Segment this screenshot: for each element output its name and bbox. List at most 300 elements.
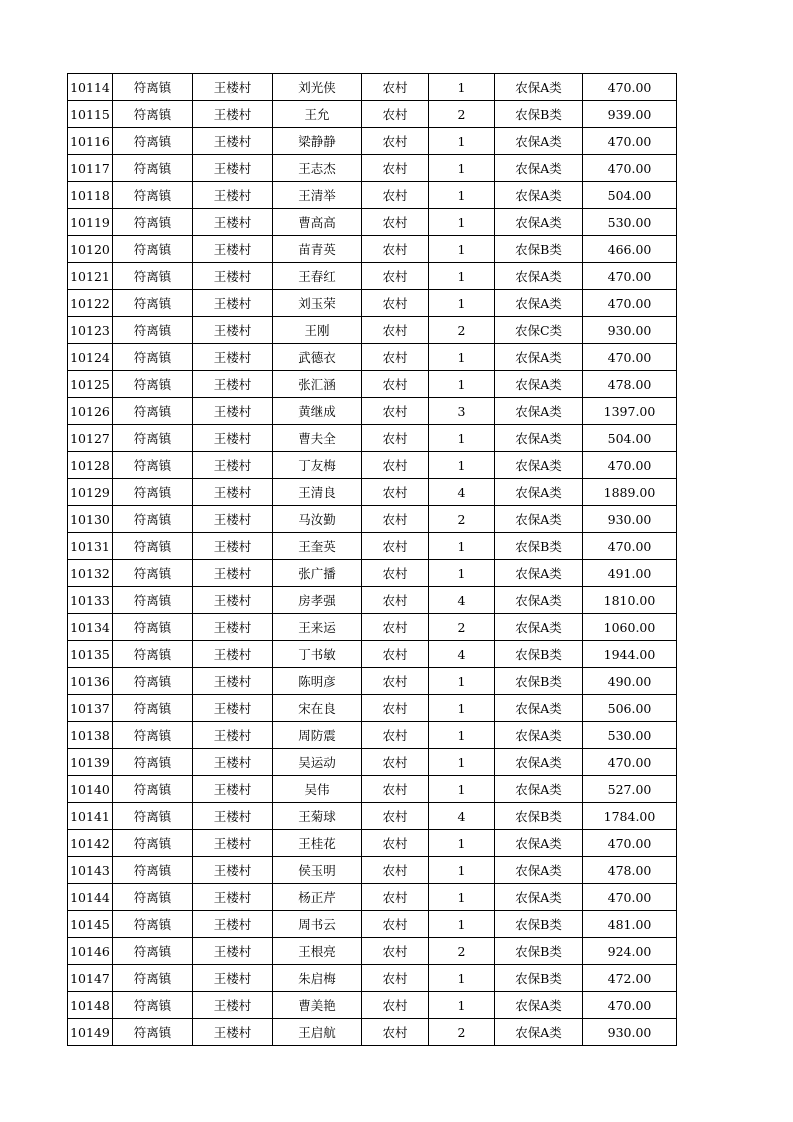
town-cell: 符离镇	[113, 371, 193, 398]
category-cell: 农保B类	[495, 101, 583, 128]
table-row	[68, 938, 677, 965]
name-cell: 王启航	[273, 1019, 362, 1046]
household-type-cell: 农村	[362, 236, 429, 263]
village-cell: 王楼村	[193, 641, 273, 668]
record-id-cell: 10114	[68, 74, 113, 101]
table-row	[68, 560, 677, 587]
name-cell: 马汝勤	[273, 506, 362, 533]
name-cell: 宋在良	[273, 695, 362, 722]
household-type-cell: 农村	[362, 560, 429, 587]
amount-cell: 1810.00	[583, 587, 677, 614]
name-cell: 杨正芹	[273, 884, 362, 911]
member-count-cell: 4	[429, 641, 495, 668]
record-id-cell: 10122	[68, 290, 113, 317]
town-cell: 符离镇	[113, 155, 193, 182]
village-cell: 王楼村	[193, 587, 273, 614]
name-cell: 张广播	[273, 560, 362, 587]
record-id-cell: 10137	[68, 695, 113, 722]
member-count-cell: 2	[429, 317, 495, 344]
village-cell: 王楼村	[193, 371, 273, 398]
record-id-cell: 10133	[68, 587, 113, 614]
record-id-cell: 10115	[68, 101, 113, 128]
name-cell: 朱启梅	[273, 965, 362, 992]
name-cell: 张汇涵	[273, 371, 362, 398]
table-row	[68, 668, 677, 695]
amount-cell: 1060.00	[583, 614, 677, 641]
table-row	[68, 74, 677, 101]
table-row	[68, 587, 677, 614]
table-row	[68, 749, 677, 776]
record-id-cell: 10125	[68, 371, 113, 398]
member-count-cell: 1	[429, 290, 495, 317]
village-cell: 王楼村	[193, 803, 273, 830]
table-row	[68, 101, 677, 128]
household-type-cell: 农村	[362, 587, 429, 614]
amount-cell: 1944.00	[583, 641, 677, 668]
record-id-cell: 10146	[68, 938, 113, 965]
category-cell: 农保A类	[495, 209, 583, 236]
village-cell: 王楼村	[193, 398, 273, 425]
table-row	[68, 965, 677, 992]
town-cell: 符离镇	[113, 560, 193, 587]
town-cell: 符离镇	[113, 290, 193, 317]
amount-cell: 506.00	[583, 695, 677, 722]
category-cell: 农保A类	[495, 614, 583, 641]
village-cell: 王楼村	[193, 992, 273, 1019]
table-row	[68, 182, 677, 209]
household-type-cell: 农村	[362, 101, 429, 128]
record-id-cell: 10124	[68, 344, 113, 371]
town-cell: 符离镇	[113, 911, 193, 938]
household-type-cell: 农村	[362, 74, 429, 101]
table-row	[68, 371, 677, 398]
name-cell: 王志杰	[273, 155, 362, 182]
name-cell: 吴运动	[273, 749, 362, 776]
village-cell: 王楼村	[193, 884, 273, 911]
category-cell: 农保B类	[495, 641, 583, 668]
village-cell: 王楼村	[193, 965, 273, 992]
category-cell: 农保A类	[495, 830, 583, 857]
record-id-cell: 10117	[68, 155, 113, 182]
amount-cell: 930.00	[583, 317, 677, 344]
village-cell: 王楼村	[193, 776, 273, 803]
town-cell: 符离镇	[113, 749, 193, 776]
household-type-cell: 农村	[362, 614, 429, 641]
town-cell: 符离镇	[113, 857, 193, 884]
town-cell: 符离镇	[113, 776, 193, 803]
member-count-cell: 4	[429, 803, 495, 830]
member-count-cell: 1	[429, 884, 495, 911]
category-cell: 农保A类	[495, 560, 583, 587]
town-cell: 符离镇	[113, 425, 193, 452]
record-id-cell: 10118	[68, 182, 113, 209]
town-cell: 符离镇	[113, 803, 193, 830]
amount-cell: 504.00	[583, 425, 677, 452]
amount-cell: 470.00	[583, 128, 677, 155]
category-cell: 农保B类	[495, 236, 583, 263]
household-type-cell: 农村	[362, 803, 429, 830]
record-id-cell: 10120	[68, 236, 113, 263]
name-cell: 丁书敏	[273, 641, 362, 668]
table-row	[68, 425, 677, 452]
household-type-cell: 农村	[362, 506, 429, 533]
village-cell: 王楼村	[193, 668, 273, 695]
table-row	[68, 452, 677, 479]
village-cell: 王楼村	[193, 155, 273, 182]
category-cell: 农保B类	[495, 668, 583, 695]
household-type-cell: 农村	[362, 992, 429, 1019]
record-id-cell: 10138	[68, 722, 113, 749]
table-row	[68, 911, 677, 938]
member-count-cell: 3	[429, 398, 495, 425]
records-table-body	[68, 74, 677, 1046]
village-cell: 王楼村	[193, 452, 273, 479]
record-id-cell: 10121	[68, 263, 113, 290]
table-row	[68, 857, 677, 884]
amount-cell: 472.00	[583, 965, 677, 992]
amount-cell: 924.00	[583, 938, 677, 965]
village-cell: 王楼村	[193, 101, 273, 128]
village-cell: 王楼村	[193, 533, 273, 560]
village-cell: 王楼村	[193, 1019, 273, 1046]
member-count-cell: 2	[429, 506, 495, 533]
town-cell: 符离镇	[113, 479, 193, 506]
category-cell: 农保A类	[495, 290, 583, 317]
name-cell: 陈明彦	[273, 668, 362, 695]
member-count-cell: 4	[429, 587, 495, 614]
category-cell: 农保B类	[495, 533, 583, 560]
category-cell: 农保A类	[495, 749, 583, 776]
member-count-cell: 1	[429, 992, 495, 1019]
amount-cell: 1397.00	[583, 398, 677, 425]
member-count-cell: 2	[429, 938, 495, 965]
name-cell: 周书云	[273, 911, 362, 938]
village-cell: 王楼村	[193, 830, 273, 857]
member-count-cell: 1	[429, 236, 495, 263]
member-count-cell: 2	[429, 101, 495, 128]
town-cell: 符离镇	[113, 965, 193, 992]
category-cell: 农保A类	[495, 506, 583, 533]
member-count-cell: 1	[429, 722, 495, 749]
village-cell: 王楼村	[193, 317, 273, 344]
name-cell: 王菊球	[273, 803, 362, 830]
town-cell: 符离镇	[113, 182, 193, 209]
table-row	[68, 533, 677, 560]
household-type-cell: 农村	[362, 425, 429, 452]
member-count-cell: 1	[429, 911, 495, 938]
table-row	[68, 695, 677, 722]
member-count-cell: 1	[429, 425, 495, 452]
village-cell: 王楼村	[193, 263, 273, 290]
table-row	[68, 830, 677, 857]
category-cell: 农保B类	[495, 911, 583, 938]
household-type-cell: 农村	[362, 128, 429, 155]
table-row	[68, 722, 677, 749]
table-row	[68, 614, 677, 641]
member-count-cell: 1	[429, 209, 495, 236]
member-count-cell: 2	[429, 1019, 495, 1046]
name-cell: 王清良	[273, 479, 362, 506]
household-type-cell: 农村	[362, 695, 429, 722]
amount-cell: 527.00	[583, 776, 677, 803]
town-cell: 符离镇	[113, 128, 193, 155]
member-count-cell: 1	[429, 344, 495, 371]
town-cell: 符离镇	[113, 722, 193, 749]
household-type-cell: 农村	[362, 263, 429, 290]
name-cell: 吴伟	[273, 776, 362, 803]
household-type-cell: 农村	[362, 290, 429, 317]
category-cell: 农保A类	[495, 425, 583, 452]
village-cell: 王楼村	[193, 344, 273, 371]
household-type-cell: 农村	[362, 911, 429, 938]
household-type-cell: 农村	[362, 371, 429, 398]
name-cell: 丁友梅	[273, 452, 362, 479]
category-cell: 农保A类	[495, 128, 583, 155]
member-count-cell: 1	[429, 965, 495, 992]
amount-cell: 470.00	[583, 263, 677, 290]
amount-cell: 470.00	[583, 830, 677, 857]
table-row	[68, 263, 677, 290]
name-cell: 王来运	[273, 614, 362, 641]
name-cell: 曹美艳	[273, 992, 362, 1019]
amount-cell: 470.00	[583, 290, 677, 317]
name-cell: 刘玉荣	[273, 290, 362, 317]
town-cell: 符离镇	[113, 209, 193, 236]
category-cell: 农保A类	[495, 884, 583, 911]
record-id-cell: 10119	[68, 209, 113, 236]
village-cell: 王楼村	[193, 128, 273, 155]
member-count-cell: 4	[429, 479, 495, 506]
record-id-cell: 10144	[68, 884, 113, 911]
table-row	[68, 128, 677, 155]
category-cell: 农保A类	[495, 263, 583, 290]
records-table	[67, 73, 677, 1046]
name-cell: 曹夫全	[273, 425, 362, 452]
village-cell: 王楼村	[193, 236, 273, 263]
category-cell: 农保A类	[495, 398, 583, 425]
member-count-cell: 1	[429, 182, 495, 209]
village-cell: 王楼村	[193, 560, 273, 587]
town-cell: 符离镇	[113, 668, 193, 695]
town-cell: 符离镇	[113, 236, 193, 263]
record-id-cell: 10130	[68, 506, 113, 533]
member-count-cell: 1	[429, 695, 495, 722]
village-cell: 王楼村	[193, 506, 273, 533]
name-cell: 刘光侠	[273, 74, 362, 101]
village-cell: 王楼村	[193, 695, 273, 722]
record-id-cell: 10136	[68, 668, 113, 695]
name-cell: 周防震	[273, 722, 362, 749]
member-count-cell: 1	[429, 533, 495, 560]
village-cell: 王楼村	[193, 938, 273, 965]
town-cell: 符离镇	[113, 101, 193, 128]
town-cell: 符离镇	[113, 641, 193, 668]
town-cell: 符离镇	[113, 695, 193, 722]
town-cell: 符离镇	[113, 317, 193, 344]
table-row	[68, 209, 677, 236]
name-cell: 房孝强	[273, 587, 362, 614]
table-row	[68, 290, 677, 317]
amount-cell: 481.00	[583, 911, 677, 938]
household-type-cell: 农村	[362, 722, 429, 749]
category-cell: 农保A类	[495, 1019, 583, 1046]
table-row	[68, 884, 677, 911]
amount-cell: 470.00	[583, 155, 677, 182]
amount-cell: 470.00	[583, 74, 677, 101]
household-type-cell: 农村	[362, 749, 429, 776]
category-cell: 农保A类	[495, 155, 583, 182]
name-cell: 王根亮	[273, 938, 362, 965]
name-cell: 武德衣	[273, 344, 362, 371]
category-cell: 农保A类	[495, 452, 583, 479]
record-id-cell: 10147	[68, 965, 113, 992]
household-type-cell: 农村	[362, 317, 429, 344]
record-id-cell: 10140	[68, 776, 113, 803]
name-cell: 黄继成	[273, 398, 362, 425]
record-id-cell: 10139	[68, 749, 113, 776]
amount-cell: 530.00	[583, 209, 677, 236]
household-type-cell: 农村	[362, 398, 429, 425]
name-cell: 曹高高	[273, 209, 362, 236]
household-type-cell: 农村	[362, 641, 429, 668]
record-id-cell: 10143	[68, 857, 113, 884]
amount-cell: 470.00	[583, 344, 677, 371]
village-cell: 王楼村	[193, 857, 273, 884]
village-cell: 王楼村	[193, 209, 273, 236]
town-cell: 符离镇	[113, 533, 193, 560]
record-id-cell: 10142	[68, 830, 113, 857]
category-cell: 农保A类	[495, 587, 583, 614]
household-type-cell: 农村	[362, 533, 429, 560]
record-id-cell: 10135	[68, 641, 113, 668]
table-row	[68, 344, 677, 371]
record-id-cell: 10127	[68, 425, 113, 452]
name-cell: 王桂花	[273, 830, 362, 857]
town-cell: 符离镇	[113, 587, 193, 614]
amount-cell: 490.00	[583, 668, 677, 695]
amount-cell: 478.00	[583, 857, 677, 884]
amount-cell: 939.00	[583, 101, 677, 128]
member-count-cell: 1	[429, 371, 495, 398]
village-cell: 王楼村	[193, 74, 273, 101]
amount-cell: 466.00	[583, 236, 677, 263]
name-cell: 侯玉明	[273, 857, 362, 884]
category-cell: 农保A类	[495, 695, 583, 722]
town-cell: 符离镇	[113, 614, 193, 641]
amount-cell: 491.00	[583, 560, 677, 587]
village-cell: 王楼村	[193, 182, 273, 209]
town-cell: 符离镇	[113, 452, 193, 479]
household-type-cell: 农村	[362, 965, 429, 992]
amount-cell: 470.00	[583, 452, 677, 479]
name-cell: 王奎英	[273, 533, 362, 560]
record-id-cell: 10145	[68, 911, 113, 938]
member-count-cell: 1	[429, 452, 495, 479]
town-cell: 符离镇	[113, 884, 193, 911]
village-cell: 王楼村	[193, 749, 273, 776]
table-row	[68, 479, 677, 506]
name-cell: 王刚	[273, 317, 362, 344]
town-cell: 符离镇	[113, 992, 193, 1019]
table-row	[68, 1019, 677, 1046]
town-cell: 符离镇	[113, 74, 193, 101]
category-cell: 农保A类	[495, 479, 583, 506]
name-cell: 王清举	[273, 182, 362, 209]
town-cell: 符离镇	[113, 938, 193, 965]
amount-cell: 478.00	[583, 371, 677, 398]
town-cell: 符离镇	[113, 263, 193, 290]
name-cell: 梁静静	[273, 128, 362, 155]
amount-cell: 1784.00	[583, 803, 677, 830]
category-cell: 农保A类	[495, 722, 583, 749]
category-cell: 农保A类	[495, 344, 583, 371]
category-cell: 农保A类	[495, 74, 583, 101]
household-type-cell: 农村	[362, 1019, 429, 1046]
category-cell: 农保A类	[495, 992, 583, 1019]
table-row	[68, 317, 677, 344]
village-cell: 王楼村	[193, 479, 273, 506]
household-type-cell: 农村	[362, 830, 429, 857]
household-type-cell: 农村	[362, 182, 429, 209]
household-type-cell: 农村	[362, 479, 429, 506]
household-type-cell: 农村	[362, 776, 429, 803]
record-id-cell: 10123	[68, 317, 113, 344]
record-id-cell: 10129	[68, 479, 113, 506]
table-row	[68, 506, 677, 533]
household-type-cell: 农村	[362, 668, 429, 695]
amount-cell: 470.00	[583, 749, 677, 776]
village-cell: 王楼村	[193, 425, 273, 452]
table-row	[68, 776, 677, 803]
record-id-cell: 10132	[68, 560, 113, 587]
category-cell: 农保A类	[495, 857, 583, 884]
record-id-cell: 10126	[68, 398, 113, 425]
amount-cell: 930.00	[583, 506, 677, 533]
amount-cell: 470.00	[583, 884, 677, 911]
record-id-cell: 10128	[68, 452, 113, 479]
table-row	[68, 641, 677, 668]
household-type-cell: 农村	[362, 209, 429, 236]
amount-cell: 504.00	[583, 182, 677, 209]
record-id-cell: 10116	[68, 128, 113, 155]
member-count-cell: 1	[429, 668, 495, 695]
category-cell: 农保B类	[495, 938, 583, 965]
household-type-cell: 农村	[362, 452, 429, 479]
village-cell: 王楼村	[193, 722, 273, 749]
category-cell: 农保B类	[495, 965, 583, 992]
amount-cell: 470.00	[583, 533, 677, 560]
village-cell: 王楼村	[193, 911, 273, 938]
town-cell: 符离镇	[113, 344, 193, 371]
amount-cell: 470.00	[583, 992, 677, 1019]
village-cell: 王楼村	[193, 290, 273, 317]
name-cell: 王春红	[273, 263, 362, 290]
member-count-cell: 1	[429, 263, 495, 290]
member-count-cell: 1	[429, 128, 495, 155]
category-cell: 农保C类	[495, 317, 583, 344]
amount-cell: 930.00	[583, 1019, 677, 1046]
household-type-cell: 农村	[362, 155, 429, 182]
town-cell: 符离镇	[113, 398, 193, 425]
village-cell: 王楼村	[193, 614, 273, 641]
member-count-cell: 1	[429, 749, 495, 776]
town-cell: 符离镇	[113, 506, 193, 533]
member-count-cell: 1	[429, 776, 495, 803]
household-type-cell: 农村	[362, 938, 429, 965]
record-id-cell: 10141	[68, 803, 113, 830]
table-row	[68, 992, 677, 1019]
member-count-cell: 1	[429, 74, 495, 101]
